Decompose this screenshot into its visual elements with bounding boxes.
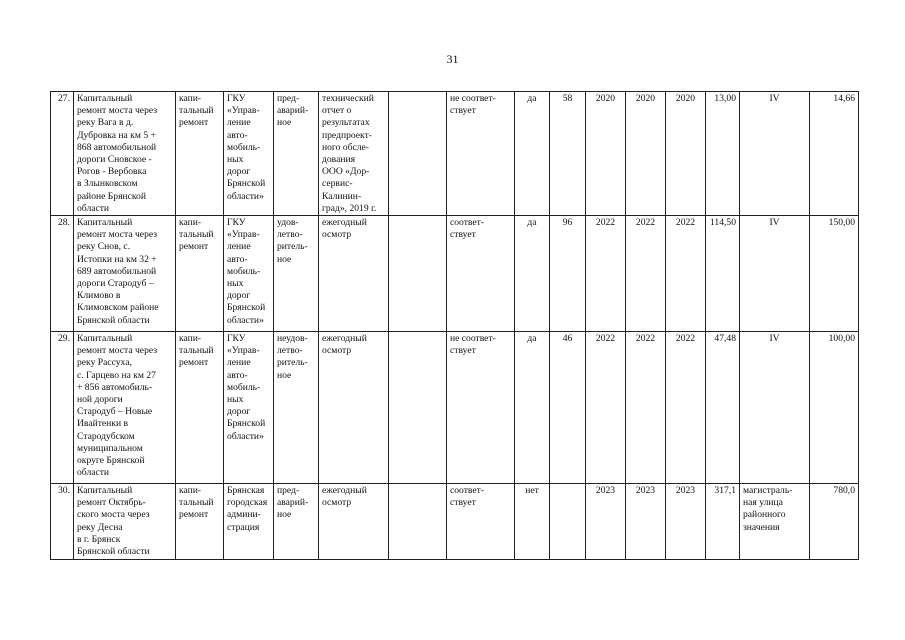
compliance: соответ- ствует: [447, 484, 515, 560]
customer: ГКУ «Управ- ление авто- мобиль- ных дорог Брянской области»: [224, 332, 274, 484]
year-mid: 2022: [626, 332, 666, 484]
assessment-basis: ежегодный осмотр: [319, 216, 389, 332]
year-start: 2023: [586, 484, 626, 560]
road-category: IV: [740, 92, 810, 216]
empty-cell: [389, 332, 447, 484]
year-start: 2020: [586, 92, 626, 216]
year-mid: 2022: [626, 216, 666, 332]
technical-condition: удов- летво- ритель- ное: [274, 216, 319, 332]
object-name: Капитальный ремонт Октябрь- ского моста через реку Десна в г. Брянск Брянской области: [74, 484, 176, 560]
row-number: 28.: [51, 216, 74, 332]
work-type: капи- тальный ремонт: [176, 216, 224, 332]
flag: да: [515, 332, 550, 484]
page-number: 31: [446, 52, 459, 66]
technical-condition: пред- аварий- ное: [274, 92, 319, 216]
year-mid: 2020: [626, 92, 666, 216]
technical-condition: неудов- летво- ритель- ное: [274, 332, 319, 484]
length: 58: [550, 92, 586, 216]
assessment-basis: ежегодный осмотр: [319, 484, 389, 560]
length: [550, 484, 586, 560]
bridge-repair-table: [50, 91, 859, 560]
road-category: IV: [740, 216, 810, 332]
width-value: 47,48: [706, 332, 740, 484]
assessment-basis: ежегодный осмотр: [319, 332, 389, 484]
row-number: 27.: [51, 92, 74, 216]
object-name: Капитальный ремонт моста через реку Рассуха, с. Гарцево на км 27 + 856 автомобиль- ной дороги Стародуб – Новые Ивайтенки в Стародубском муниципальном округе Брянской области: [74, 332, 176, 484]
object-name: Капитальный ремонт моста через реку Снов, с. Истопки на км 32 + 689 автомобильной дороги Стародуб – Климово в Климовском районе Брянской области: [74, 216, 176, 332]
table-row: [51, 216, 859, 332]
empty-cell: [389, 216, 447, 332]
cost: 100,00: [810, 332, 859, 484]
road-category: магистраль- ная улица районного значения: [740, 484, 810, 560]
empty-cell: [389, 92, 447, 216]
width-value: 13,00: [706, 92, 740, 216]
flag: да: [515, 216, 550, 332]
year-start: 2022: [586, 216, 626, 332]
road-category: IV: [740, 332, 810, 484]
flag: нет: [515, 484, 550, 560]
assessment-basis: технический отчет о результатах предпроект- ного обсле- дования ООО «Дор- сервис- Калинин- град», 2019 г.: [319, 92, 389, 216]
cost: 150,00: [810, 216, 859, 332]
work-type: капи- тальный ремонт: [176, 332, 224, 484]
length: 96: [550, 216, 586, 332]
row-number: 30.: [51, 484, 74, 560]
compliance: не соответ- ствует: [447, 92, 515, 216]
technical-condition: пред- аварий- ное: [274, 484, 319, 560]
object-name: Капитальный ремонт моста через реку Вага в д. Дубровка на км 5 + 868 автомобильной дороги Сновское - Рогов - Вербовка в Злынковском районе Брянской области: [74, 92, 176, 216]
customer: Брянская городская админи- страция: [224, 484, 274, 560]
row-number: 29.: [51, 332, 74, 484]
customer: ГКУ «Управ- ление авто- мобиль- ных дорог Брянской области»: [224, 216, 274, 332]
width-value: 317,1: [706, 484, 740, 560]
cost: 780,0: [810, 484, 859, 560]
year-end: 2022: [666, 332, 706, 484]
compliance: соответ- ствует: [447, 216, 515, 332]
work-type: капи- тальный ремонт: [176, 92, 224, 216]
year-start: 2022: [586, 332, 626, 484]
year-mid: 2023: [626, 484, 666, 560]
customer: ГКУ «Управ- ление авто- мобиль- ных дорог Брянской области»: [224, 92, 274, 216]
flag: да: [515, 92, 550, 216]
work-type: капи- тальный ремонт: [176, 484, 224, 560]
width-value: 114,50: [706, 216, 740, 332]
year-end: 2022: [666, 216, 706, 332]
length: 46: [550, 332, 586, 484]
empty-cell: [389, 484, 447, 560]
table-row: [51, 332, 859, 484]
year-end: 2020: [666, 92, 706, 216]
compliance: не соответ- ствует: [447, 332, 515, 484]
table-row: [51, 484, 859, 560]
table-row: [51, 92, 859, 216]
year-end: 2023: [666, 484, 706, 560]
cost: 14,66: [810, 92, 859, 216]
